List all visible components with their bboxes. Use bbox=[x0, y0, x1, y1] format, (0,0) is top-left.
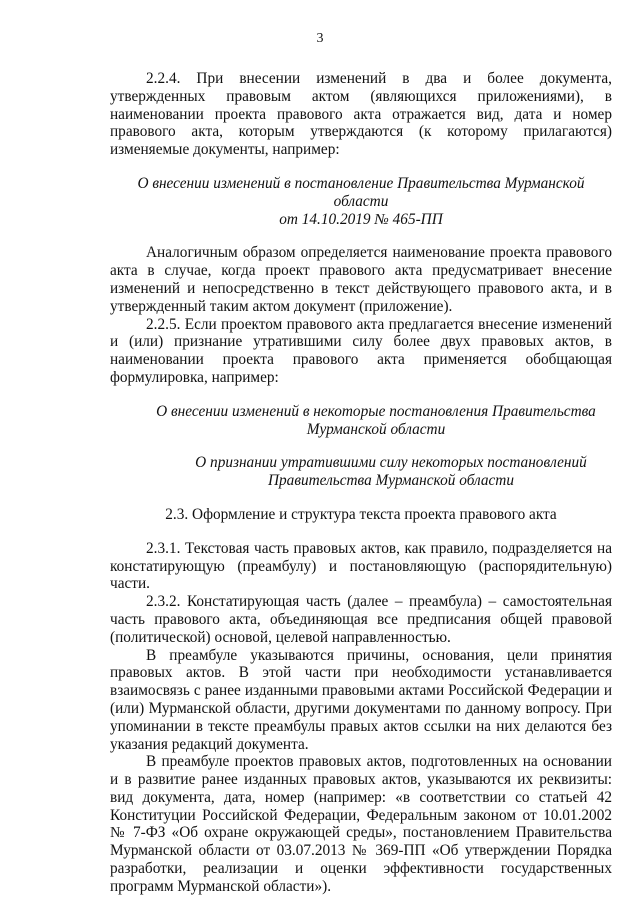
paragraph-2-2-4: 2.2.4. При внесении изменений в два и более документа, утвержденных правовым актом (являющихся приложениями), в наименовании проекта правового акта отражается вид, дата и номер правового акта, которым утверждаются (к которому прилагаются) изменяемые документы, например: bbox=[110, 70, 612, 159]
example-title-1 bbox=[110, 175, 612, 228]
example-title-2 bbox=[110, 403, 612, 439]
paragraph-2-3-2: 2.3.2. Констатирующая часть (далее – преамбула) – самостоятельная часть правового акта, объединяющая все предписания общей правовой (политической) основой, целевой направленностью. bbox=[110, 593, 612, 646]
example-title-3-line-2: Правительства Мурманской области bbox=[267, 472, 514, 490]
paragraph-preamble-requisites: В преамбуле проектов правовых актов, подготовленных на основании и в развитие ранее изданных правовых актов, указываются их реквизиты: вид документа, дата, номер (например: «в соответствии со статьей 42 Конституции Российской Федерации, Федеральным законом от 10.01.2002 № 7-ФЗ «Об охране окружающей среды», постановлением Правительства Мурманской области от 03.07.2013 № 369-ПП «Об утверждении Порядка разработки, реализации и оценки эффективности государственных программ Мурманской области»). bbox=[110, 753, 612, 895]
document-body bbox=[110, 70, 612, 896]
example-title-3 bbox=[110, 454, 612, 490]
section-heading-2-3: 2.3. Оформление и структура текста проекта правового акта bbox=[165, 505, 557, 523]
paragraph-analogous: Аналогичным образом определяется наименование проекта правового акта в случае, когда проект правового акта предусматривает внесение изменений и непосредственно в текст действующего правового акта, и в утвержденный таким актом документ (приложение). bbox=[110, 244, 612, 315]
page-number: 3 bbox=[316, 31, 324, 46]
paragraph-2-3-1: 2.3.1. Текстовая часть правовых актов, как правило, подразделяется на констатирующую (преамбулу) и постановляющую (распорядительную) части. bbox=[110, 539, 612, 593]
example-title-3-line-1: О признании утратившими силу некоторых постановлений bbox=[195, 454, 587, 472]
example-title-2-line-1: О внесении изменений в некоторые постановления Правительства bbox=[156, 402, 596, 420]
example-title-1-line-2: от 14.10.2019 № 465-ПП bbox=[279, 210, 443, 228]
paragraph-preamble-reasons: В преамбуле указываются причины, основания, цели принятия правовых актов. В этой части при необходимости устанавливается взаимосвязь с ранее изданными правовыми актами Российской Федерации и (или) Мурманской области, другими документами по данному вопросу. При упоминании в тексте преамбулы правых актов ссылки на них делаются без указания редакций документа. bbox=[110, 646, 612, 753]
paragraph-2-2-5: 2.2.5. Если проектом правового акта предлагается внесение изменений и (или) признание утратившими силу более двух правовых актов, в наименовании проекта правового акта применяется обобщающая формулировка, например: bbox=[110, 315, 612, 386]
example-title-1-line-1: О внесении изменений в постановление Правительства Мурманской области bbox=[137, 174, 585, 210]
example-title-2-line-2: Мурманской области bbox=[306, 420, 446, 438]
